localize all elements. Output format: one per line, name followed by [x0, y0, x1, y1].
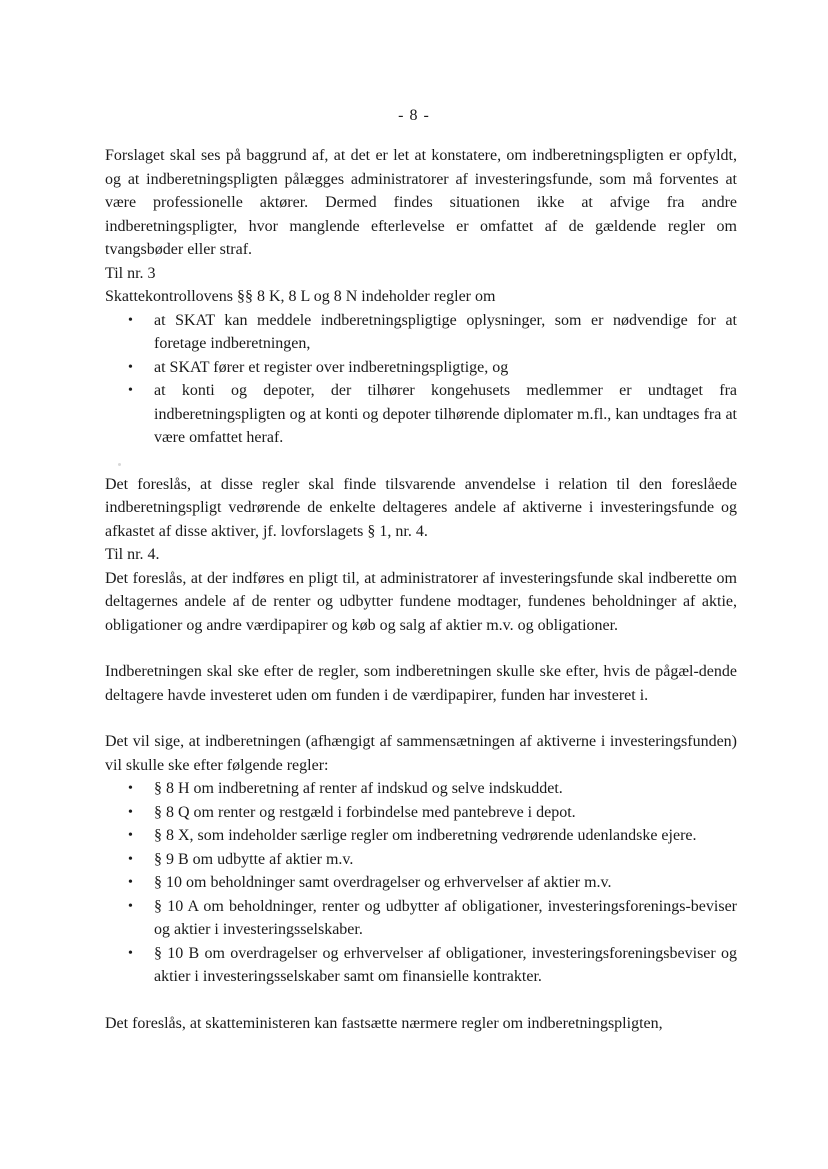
bullet-icon: •: [128, 781, 133, 796]
list-item: [105, 356, 737, 380]
list-item-text: § 10 A om beholdninger, renter og udbytter af obligationer, investeringsforenings-beviser og aktier i investeringsselskaber.: [154, 897, 737, 938]
paragraph-1: Forslaget skal ses på baggrund af, at det er let at konstatere, om indberetningspligten er opfyldt, og at indberetningspligten pålægges administratorer af investeringsfunde, som må forventes at være professionelle aktører. Dermed findes situationen ikke at afvige fra andre indberetningspligter, hvor manglende efterlevelse er omfattet af de gældende regler om tvangsbøder eller straf.: [105, 147, 737, 258]
paragraph-5: Indberetningen skal ske efter de regler, som indberetningen skulle ske efter, hvis de pågæl-dende deltagere havde investeret uden om funden i de værdipapirer, funden har investeret i.: [105, 663, 737, 704]
list-item-text: § 10 om beholdninger samt overdragelser og erhvervelser af aktier m.v.: [154, 874, 612, 891]
document-body: [105, 144, 737, 1035]
bullet-icon: •: [128, 804, 133, 820]
page-number: - 8 -: [398, 107, 430, 124]
list-item: [105, 309, 737, 356]
list-item: [105, 379, 737, 450]
list-item: [105, 848, 737, 872]
bullet-icon: •: [128, 359, 133, 375]
bullet-icon: •: [128, 945, 133, 961]
list-item-text: at SKAT fører et register over indberetningspligtige, og: [154, 358, 509, 376]
list-item-text: § 8 Q om renter og restgæld i forbindelse med pantebreve i depot.: [154, 803, 576, 821]
bullet-icon: •: [128, 875, 133, 890]
list-item-text: § 9 B om udbytte af aktier m.v.: [154, 850, 354, 868]
paragraph-3: Det foreslås, at disse regler skal finde tilsvarende anvendelse i relation til den foreslåede indberetningspligt vedrørende de enkelte deltageres andele af aktiverne i investeringsfunde og afkastet af disse aktiver, jf. lovforslagets § 1, nr. 4.: [105, 475, 737, 540]
bullet-icon: •: [128, 828, 133, 843]
bullet-icon: •: [128, 851, 133, 867]
bullet-list-2: [105, 777, 737, 989]
list-item: [105, 801, 737, 825]
list-item-text: § 10 B om overdragelser og erhvervelser af obligationer, investeringsforeningsbeviser og aktier i investeringsselskaber samt om finansielle kontrakter.: [154, 944, 737, 985]
list-item: [105, 895, 737, 942]
bullet-icon: •: [128, 383, 133, 398]
bullet-list-1: [105, 309, 737, 450]
heading-til-nr-4: Til nr. 4.: [105, 546, 160, 563]
bullet-icon: •: [128, 898, 133, 914]
paragraph-4: Det foreslås, at der indføres en pligt til, at administratorer af investeringsfunde skal indberette om deltagernes andele af de renter og udbytter fundene modtager, fundenes beholdninger af aktie, obligationer og andre værdipapirer og køb og salg af aktier m.v. og obligationer.: [105, 569, 737, 634]
list-item-text: at konti og depoter, der tilhører kongehusets medlemmer er undtaget fra indberetningspligten og at konti og depoter tilhørende diplomater m.fl., kan undtages fra at være omfattet heraf.: [154, 382, 737, 446]
list-item-text: at SKAT kan meddele indberetningspligtige oplysninger, som er nødvendige for at foretage indberetningen,: [154, 311, 737, 352]
paragraph-6-intro: Det vil sige, at indberetningen (afhængigt af sammensætningen af aktiverne i investeringsfunden) vil skulle ske efter følgende regler:: [105, 733, 737, 774]
paragraph-2-intro: Skattekontrollovens §§ 8 K, 8 L og 8 N indeholder regler om: [105, 288, 496, 305]
list-item: [105, 824, 737, 848]
heading-til-nr-3: Til nr. 3: [105, 264, 156, 282]
list-item: [105, 871, 737, 895]
paragraph-7: Det foreslås, at skatteministeren kan fastsætte nærmere regler om indberetningspligten,: [105, 1014, 663, 1032]
list-item: [105, 777, 737, 801]
list-item-text: § 8 X, som indeholder særlige regler om indberetning vedrørende udenlandske ejere.: [154, 827, 697, 844]
list-item-text: § 8 H om indberetning af renter af indskud og selve indskuddet.: [154, 780, 563, 797]
bullet-icon: •: [128, 312, 133, 328]
list-item: [105, 942, 737, 989]
